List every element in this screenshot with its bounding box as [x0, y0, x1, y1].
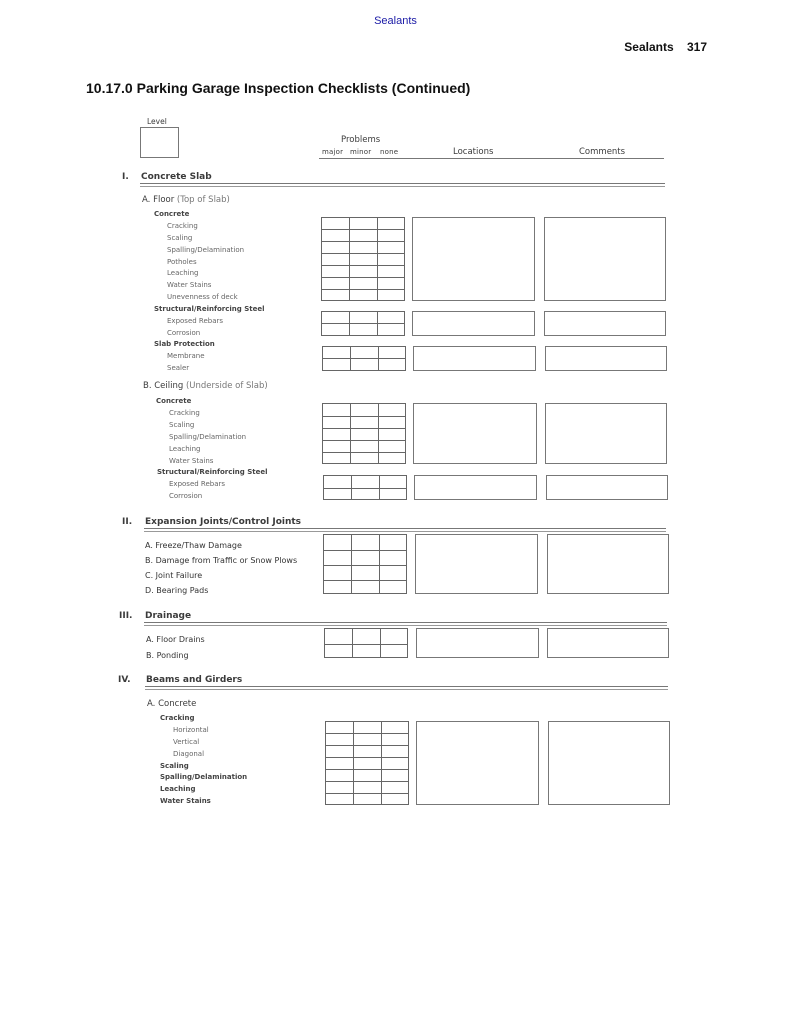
subsection-ceiling [143, 381, 268, 391]
section-4-title: Beams and Girders [146, 675, 243, 685]
item-label: Water Stains [169, 457, 214, 465]
item-label: Exposed Rebars [167, 317, 224, 325]
comments-box[interactable] [545, 346, 667, 371]
subsection-floor-label: A. Floor [142, 195, 175, 205]
header-locations: Locations [453, 147, 494, 157]
item-label: Membrane [167, 352, 205, 360]
item-label: A. Freeze/Thaw Damage [145, 541, 242, 550]
section-4-number: IV. [118, 675, 131, 685]
locations-box[interactable] [413, 346, 536, 371]
header-minor: minor [350, 148, 372, 156]
problems-grid[interactable] [322, 346, 406, 371]
item-label: Spalling/Delamination [167, 246, 245, 254]
subsection-ceiling-paren: (Underside of Slab) [185, 381, 268, 391]
item-label: Scaling [169, 421, 195, 429]
subsection-ceiling-label: B. Ceiling [143, 381, 184, 391]
group-label: Cracking [160, 714, 195, 722]
problems-grid[interactable] [324, 628, 408, 658]
item-label: Potholes [167, 258, 197, 266]
locations-box[interactable] [412, 311, 535, 336]
section-1-number: I. [122, 172, 129, 182]
item-label: Cracking [167, 222, 198, 230]
header-none: none [380, 148, 399, 156]
running-head-title: Sealants [624, 40, 674, 54]
problems-grid[interactable] [321, 311, 405, 336]
header-problems: Problems [341, 135, 381, 145]
item-label: Sealer [167, 364, 190, 372]
problems-grid[interactable] [323, 534, 407, 594]
item-label: B. Damage from Traffic or Snow Plows [145, 556, 298, 565]
locations-box[interactable] [416, 721, 539, 805]
section-1-title: Concrete Slab [141, 172, 212, 182]
section-2-title: Expansion Joints/Control Joints [145, 517, 302, 527]
item-label: Spalling/Delamination [169, 433, 247, 441]
level-box[interactable] [140, 127, 179, 158]
header-comments: Comments [579, 147, 626, 157]
subsection-floor [142, 195, 230, 205]
item-label: Water Stains [167, 281, 212, 289]
item-label: A. Floor Drains [146, 635, 205, 644]
section-3-rule [144, 622, 667, 626]
group-label: Leaching [160, 785, 196, 793]
item-label: C. Joint Failure [145, 571, 203, 580]
subsection-floor-paren: (Top of Slab) [176, 195, 230, 205]
section-2-number: II. [122, 517, 133, 527]
group-label: Spalling/Delamination [160, 773, 248, 781]
item-label: D. Bearing Pads [145, 586, 209, 595]
section-4-rule [145, 686, 668, 690]
comments-box[interactable] [544, 311, 666, 336]
subsection-concrete: A. Concrete [147, 699, 197, 709]
group-label: Water Stains [160, 797, 211, 805]
page-number: 317 [686, 40, 707, 54]
item-label: Exposed Rebars [169, 480, 226, 488]
group-label: Structural/Reinforcing Steel [157, 468, 268, 476]
section-title: 10.17.0 Parking Garage Inspection Checklists (Continued) [86, 80, 471, 96]
item-label: Diagonal [173, 750, 205, 758]
item-label: Leaching [167, 269, 199, 277]
item-label: Unevenness of deck [167, 293, 238, 301]
item-label: Corrosion [169, 492, 203, 500]
problems-grid[interactable] [321, 217, 405, 301]
group-label: Slab Protection [154, 340, 215, 348]
item-label: Scaling [167, 234, 193, 242]
item-label: Cracking [169, 409, 200, 417]
item-label: Vertical [173, 738, 200, 746]
item-label: Leaching [169, 445, 201, 453]
locations-box[interactable] [414, 475, 537, 500]
group-label: Scaling [160, 762, 189, 770]
locations-box[interactable] [416, 628, 539, 658]
header-rule [319, 158, 664, 159]
group-label: Concrete [154, 210, 190, 218]
section-2-rule [144, 528, 666, 532]
item-label: Corrosion [167, 329, 201, 337]
comments-box[interactable] [544, 217, 666, 301]
problems-grid[interactable] [323, 475, 407, 500]
problems-grid[interactable] [322, 403, 406, 464]
item-label: B. Ponding [146, 651, 189, 660]
header-major: major [322, 148, 344, 156]
comments-box[interactable] [545, 403, 667, 464]
group-label: Concrete [156, 397, 192, 405]
comments-box[interactable] [548, 721, 670, 805]
problems-grid[interactable] [325, 721, 409, 805]
locations-box[interactable] [415, 534, 538, 594]
level-label: Level [147, 117, 167, 126]
group-label: Structural/Reinforcing Steel [154, 305, 265, 313]
section-1-rule [140, 183, 665, 187]
section-3-title: Drainage [145, 611, 192, 621]
top-link-sealants[interactable]: Sealants [374, 15, 417, 27]
locations-box[interactable] [412, 217, 535, 301]
item-label: Horizontal [173, 726, 209, 734]
section-3-number: III. [119, 611, 133, 621]
comments-box[interactable] [546, 475, 668, 500]
locations-box[interactable] [413, 403, 537, 464]
comments-box[interactable] [547, 628, 669, 658]
comments-box[interactable] [547, 534, 669, 594]
